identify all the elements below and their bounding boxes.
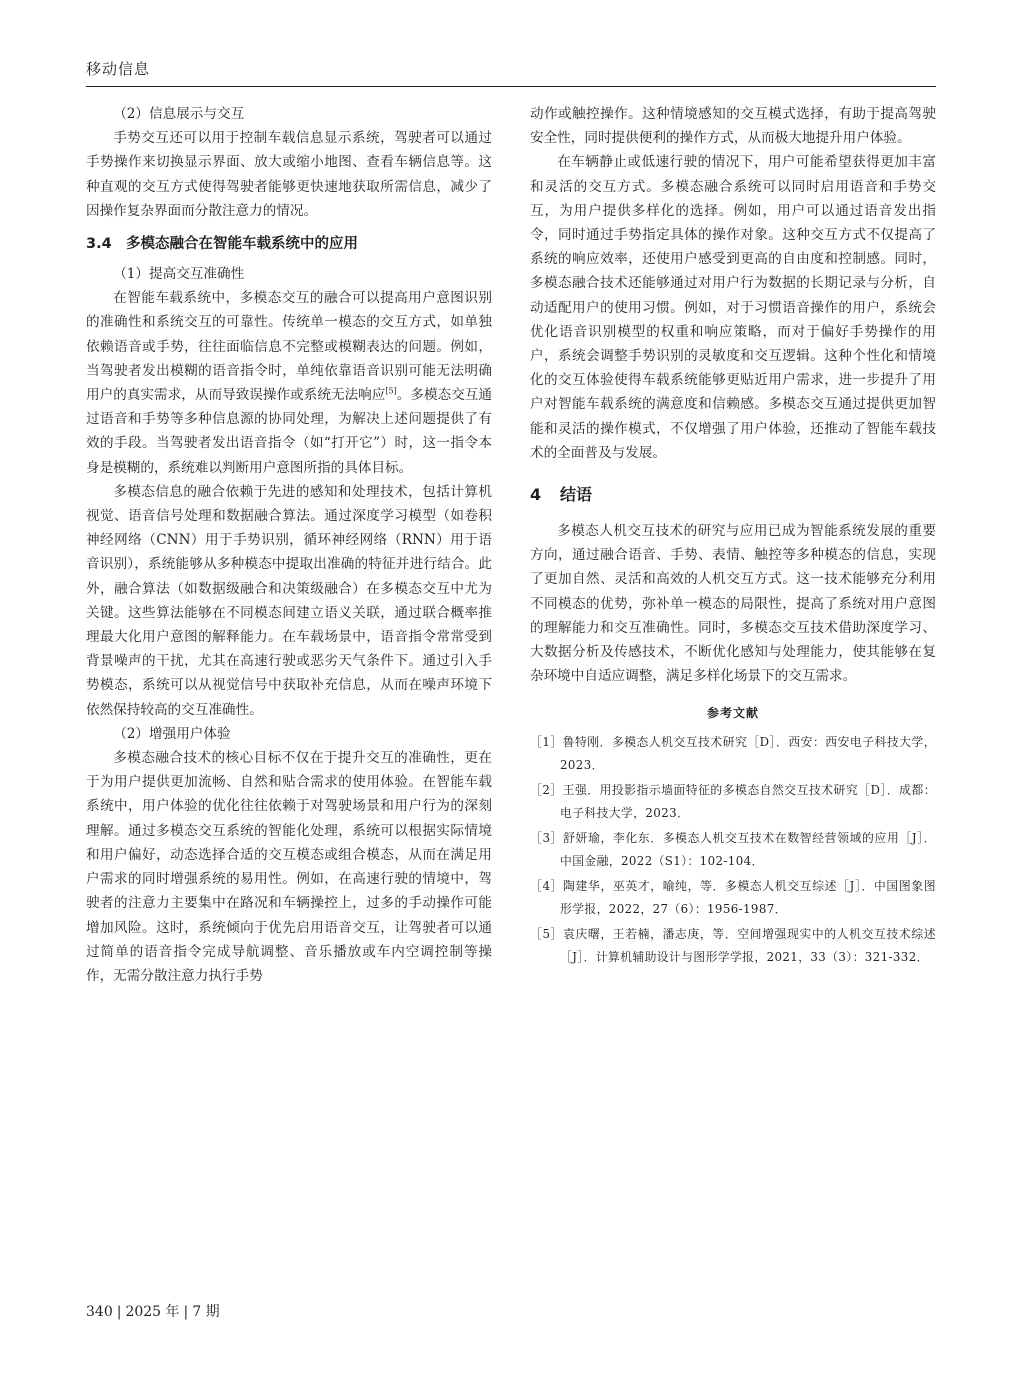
section-heading-4: [530, 481, 936, 509]
separator: |: [116, 1304, 122, 1320]
paragraph-text: 。多模态交互通过语音和手势等多种信息源的协同处理，为解决上述问题提供了有效的手段。当驾驶者发出语音指令（如“打开它”）时，这一指令本身是模糊的，系统难以判断用户意图所指的具体目标。: [86, 387, 493, 476]
page-number: 340: [86, 1304, 113, 1320]
journal-header: 移动信息: [86, 60, 151, 78]
paragraph-text: 在智能车载系统中，多模态交互的融合可以提高用户意图识别的准确性和系统交互的可靠性。传统单一模态的交互方式，如单独依赖语音或手势，往往面临信息不完整或模糊表达的问题。例如，当驾驶者发出模糊的语音指令时，单纯依靠语音识别可能无法明确用户的真实需求，从而导致误操作或系统无法响应: [86, 290, 492, 404]
paragraph: [86, 286, 492, 480]
paragraph-continued: 动作或触控操作。这种情境感知的交互模式选择，有助于提高驾驶安全性，同时提供便利的操作方式，从而极大地提升用户体验。: [530, 106, 936, 147]
section-heading-3-4: [86, 232, 492, 256]
issue: 7 期: [192, 1304, 220, 1320]
section-number: 3.4: [86, 236, 112, 253]
separator: |: [183, 1304, 189, 1320]
year: 2025 年: [125, 1304, 180, 1320]
section-number: 4: [530, 485, 542, 505]
reference-item: ［1］鲁特刚．多模态人机交互技术研究［D］．西安：西安电子科技大学，2023．: [530, 735, 936, 773]
subheading-accuracy: （1）提高交互准确性: [113, 266, 245, 283]
reference-item: ［3］舒妍瑜，李化东．多模态人机交互技术在数智经营领域的应用［J］．中国金融，2022（S1）：102-104．: [530, 831, 936, 869]
paragraph: 手势交互还可以用于控制车载信息显示系统，驾驶者可以通过手势操作来切换显示界面、放大或缩小地图、查看车辆信息等。这种直观的交互方式使得驾驶者能够更快速地获取所需信息，减少了因操作复杂界面而分散注意力的情况。: [86, 130, 492, 219]
reference-item: ［4］陶建华，巫英才，喻纯，等．多模态人机交互综述［J］．中国图象图形学报，2022，27（6）：1956-1987．: [530, 879, 936, 917]
page-footer: [86, 1301, 220, 1321]
subheading-user-experience: （2）增强用户体验: [113, 725, 231, 742]
right-column: [530, 102, 936, 971]
paragraph: 多模态人机交互技术的研究与应用已成为智能系统发展的重要方向，通过融合语音、手势、表情、触控等多种模态的信息，实现了更加自然、灵活和高效的人机交互方式。这一技术能够充分利用不同模态的优势，弥补单一模态的局限性，提高了系统对用户意图的理解能力和交互准确性。同时，多模态交互技术借助深度学习、大数据分析及传感技术，不断优化感知与处理能力，使其能够在复杂环境中自适应调整，满足多样化场景下的交互需求。: [530, 523, 936, 685]
header-rule: [86, 86, 936, 87]
section-title: 结语: [560, 485, 593, 505]
citation: [5]: [385, 386, 397, 396]
paragraph: 多模态融合技术的核心目标不仅在于提升交互的准确性，更在于为用户提供更加流畅、自然和贴合需求的使用体验。在智能车载系统中，用户体验的优化往往依赖于对驾驶场景和用户行为的深刻理解。通过多模态交互系统的智能化处理，系统可以根据实际情境和用户偏好，动态选择合适的交互模态或组合模态，从而在满足用户需求的同时增强系统的易用性。例如，在高速行驶的情境中，驾驶者的注意力主要集中在路况和车辆操控上，过多的手动操作可能增加风险。这时，系统倾向于优先启用语音交互，让驾驶者可以通过简单的语音指令完成导航调整、音乐播放或车内空调控制等操作，无需分散注意力执行手势: [86, 750, 492, 984]
paragraph: 多模态信息的融合依赖于先进的感知和处理技术，包括计算机视觉、语音信号处理和数据融合算法。通过深度学习模型（如卷积神经网络（CNN）用于手势识别，循环神经网络（RNN）用于语音识别），系统能够从多种模态中提取出准确的特征并进行结合。此外，融合算法（如数据级融合和决策级融合）在多模态交互中尤为关键。这些算法能够在不同模态间建立语义关联，通过联合概率推理最大化用户意图的解释能力。在车载场景中，语音指令常常受到背景噪声的干扰，尤其在高速行驶或恶劣天气条件下。通过引入手势模态，系统可以从视觉信号中获取补充信息，从而在噪声环境下依然保持较高的交互准确性。: [86, 483, 492, 718]
references-title: 参考文献: [706, 706, 759, 721]
subheading-info-display: （2）信息展示与交互: [113, 106, 245, 122]
reference-item: ［2］王强．用投影指示墙面特征的多模态自然交互技术研究［D］．成都：电子科技大学，2023．: [530, 783, 936, 821]
paragraph: 在车辆静止或低速行驶的情况下，用户可能希望获得更加丰富和灵活的交互方式。多模态融合系统可以同时启用语音和手势交互，为用户提供多样化的选择。例如，用户可以通过语音发出指令，同时通过手势指定具体的操作对象。这种交互方式不仅提高了系统的响应效率，还使用户感受到更高的自由度和控制感。同时，多模态融合技术还能够通过对用户行为数据的长期记录与分析，自动适配用户的使用习惯。例如，对于习惯语音操作的用户，系统会优化语音识别模型的权重和响应策略，而对于偏好手势操作的用户，系统会调整手势识别的灵敏度和交互逻辑。这种个性化和情境化的交互体验使得车载系统能够更贴近用户需求，进一步提升了用户对智能车载系统的满意度和信赖感。多模态交互通过提供更加智能和灵活的操作模式，不仅增强了用户体验，还推动了智能车载技术的全面普及与发展。: [530, 154, 936, 461]
reference-list: [530, 731, 936, 969]
reference-item: ［5］袁庆曙，王若楠，潘志庚，等．空间增强现实中的人机交互技术综述［J］．计算机辅助设计与图形学学报，2021，33（3）：321-332．: [530, 927, 936, 965]
section-title: 多模态融合在智能车载系统中的应用: [126, 236, 358, 253]
left-column: [86, 102, 492, 988]
